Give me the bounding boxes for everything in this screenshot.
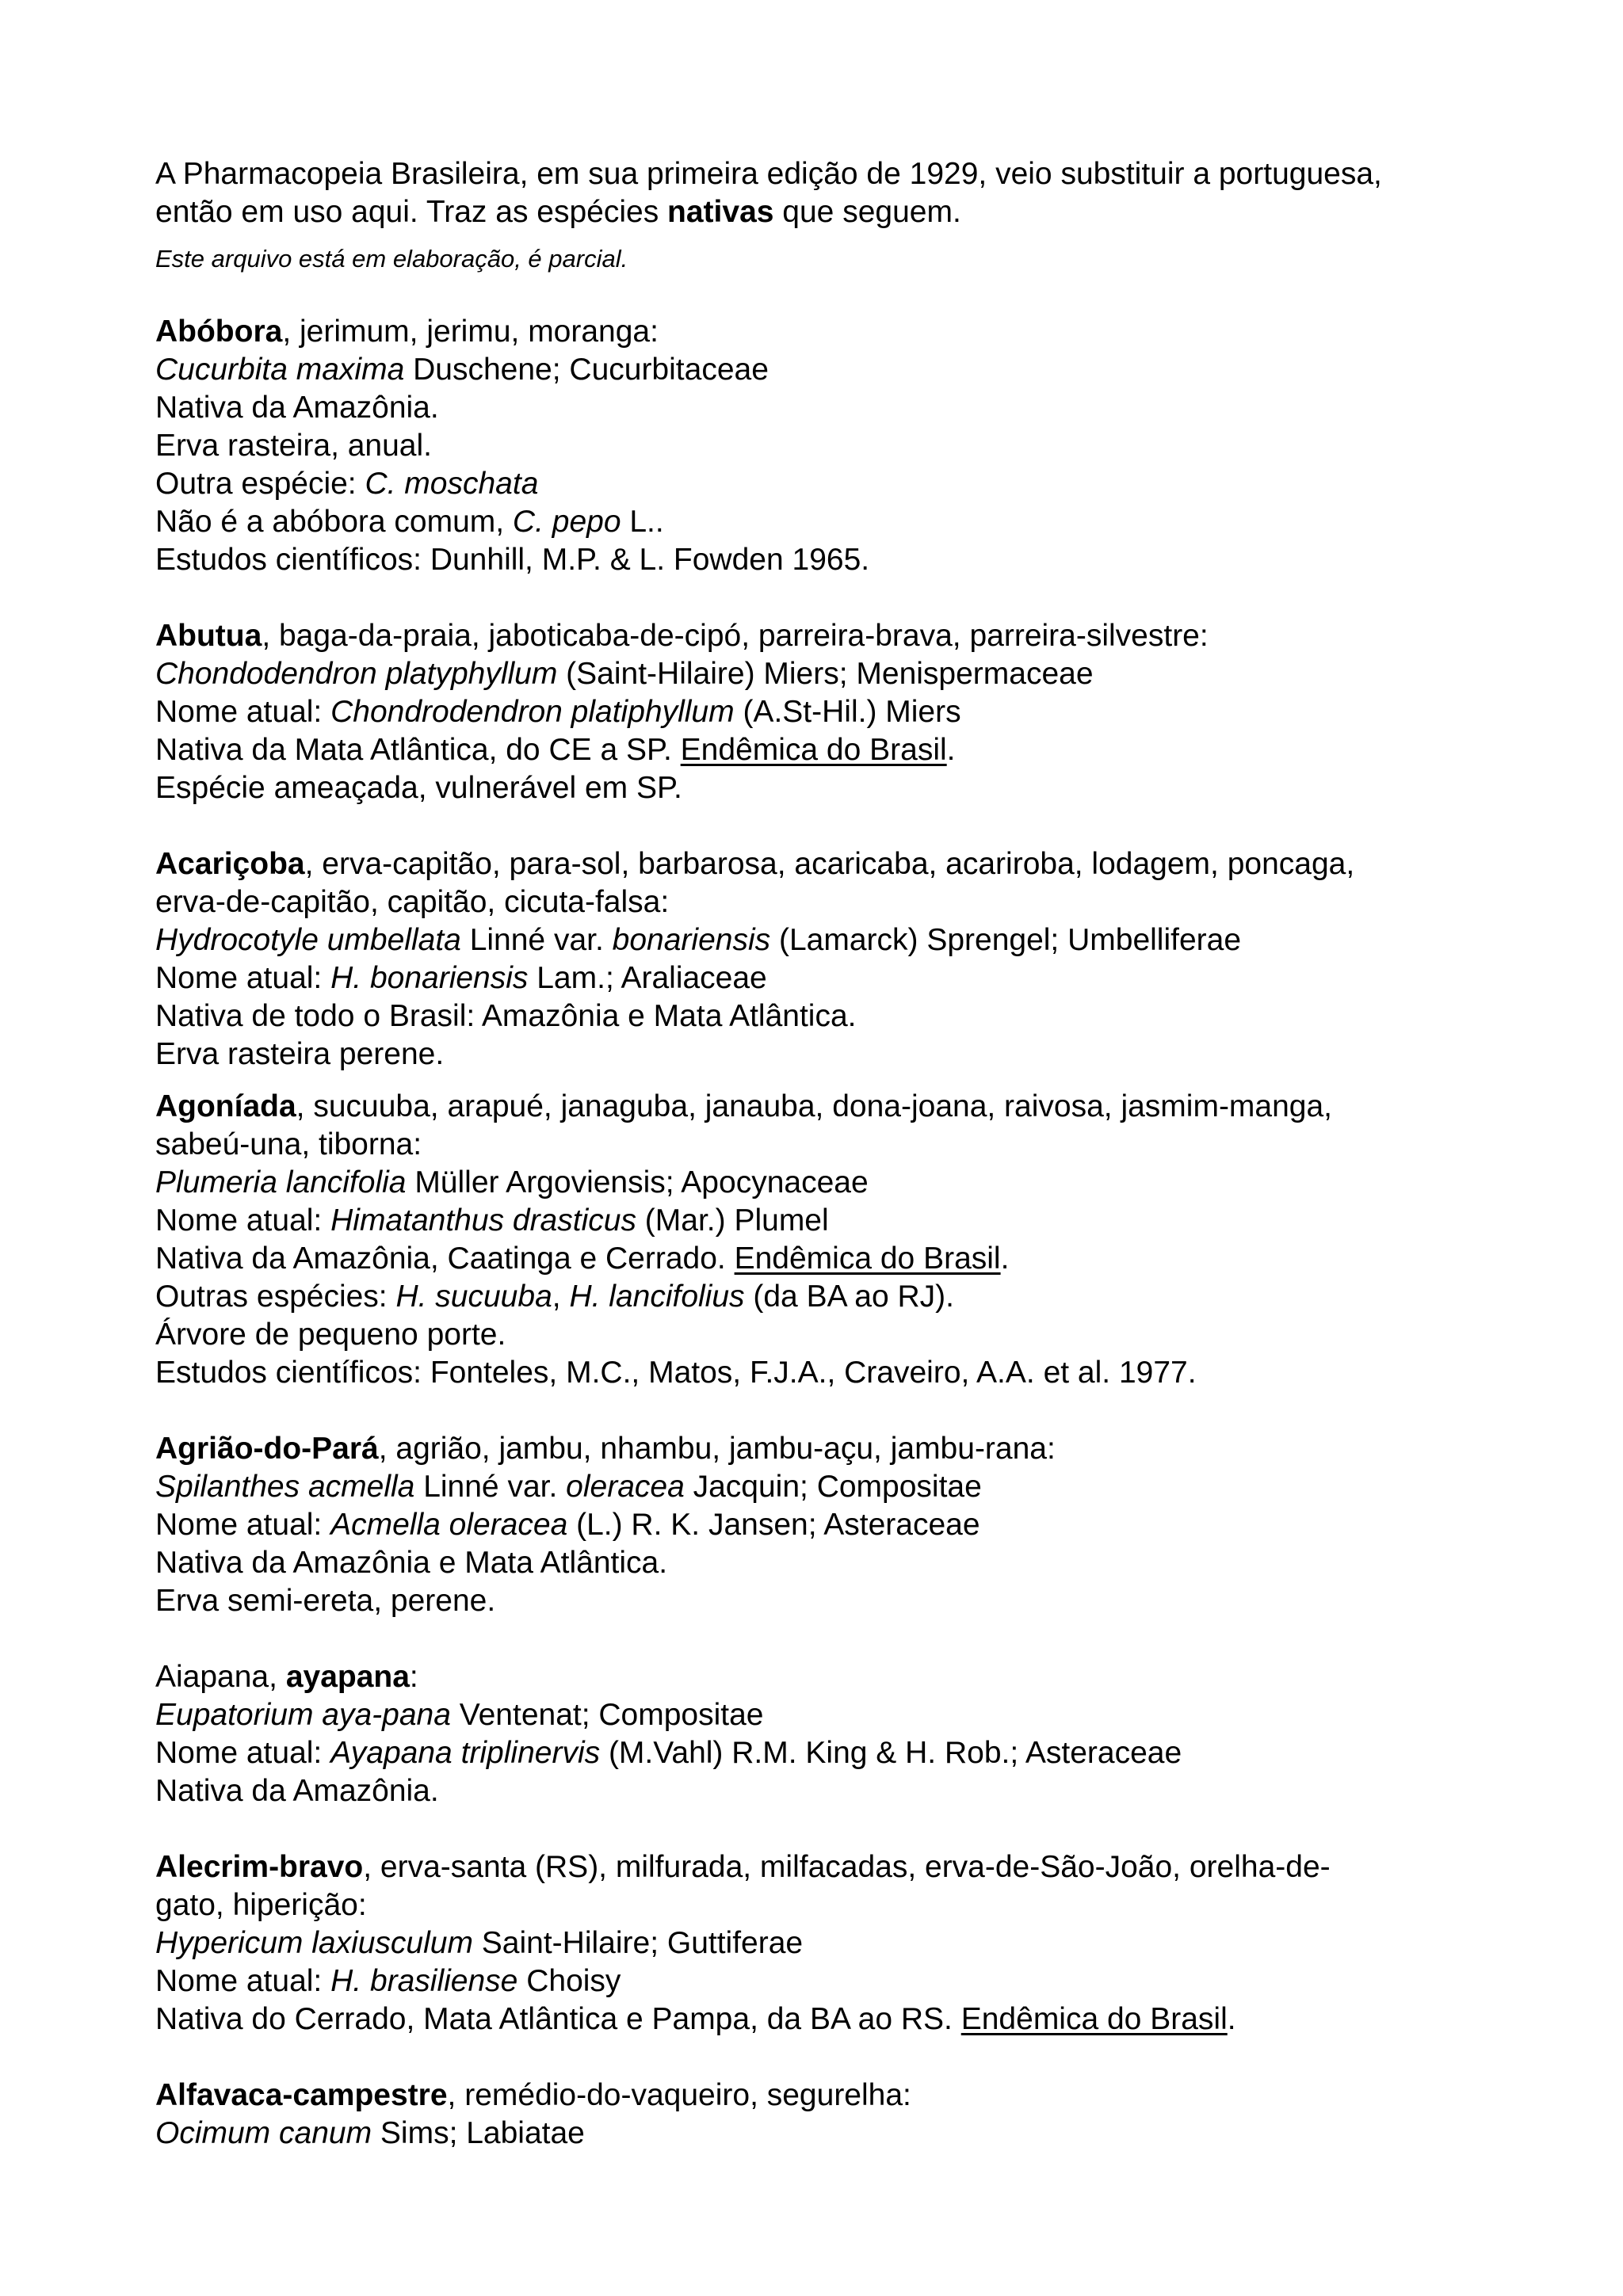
text-segment: Não é a abóbora comum, [155,505,513,539]
text-segment: Linné var. [414,1470,567,1504]
text-line [155,769,1503,807]
endemic-label: Endêmica do Brasil [680,733,947,767]
text-line [155,1658,1503,1696]
scientific-name: H. sucuuba [395,1280,552,1314]
text-line [155,1202,1503,1240]
scientific-name: C. pepo [512,505,621,539]
text-segment: (L.) R. K. Jansen; Asteraceae [567,1508,980,1542]
text-line [155,731,1503,769]
species-entry [155,617,1503,807]
text-segment: Erva semi-ereta, perene. [155,1584,496,1618]
species-entry [155,2077,1503,2153]
common-name: Alecrim-bravo [155,1850,364,1884]
text-line [155,1088,1503,1126]
text-line [155,1035,1503,1074]
text-segment: Erva rasteira, anual. [155,429,433,463]
text-line [155,655,1503,693]
scientific-name: bonariensis [612,923,771,957]
text-line [155,2115,1503,2153]
species-list [155,313,1503,2153]
scientific-name: Ayapana triplinervis [330,1736,601,1770]
scientific-name: H. bonariensis [330,961,529,995]
species-entry [155,1430,1503,1620]
scientific-name: Himatanthus drasticus [330,1203,636,1238]
text-segment: Nome atual: [155,1203,331,1238]
text-line [155,1544,1503,1582]
scientific-name: Acmella oleracea [330,1508,568,1542]
text-line [155,2077,1503,2115]
species-entry [155,1658,1503,1810]
text-segment: Nome atual: [155,1964,331,1998]
draft-note: Este arquivo está em elaboração, é parcial. [155,245,628,273]
scientific-name: Plumeria lancifolia [155,1165,407,1199]
scientific-name: Hypericum laxiusculum [155,1926,473,1960]
text-segment: (Lamarck) Sprengel; Umbelliferae [770,923,1242,957]
text-line [155,617,1503,655]
text-line [155,1430,1503,1468]
text-segment: (da BA ao RJ). [744,1280,954,1314]
scientific-name: Spilanthes acmella [155,1470,415,1504]
text-line [155,1696,1503,1734]
species-entry [155,313,1503,579]
text-line [155,503,1503,541]
text-line [155,1240,1503,1278]
text-line [155,1468,1503,1506]
text-segment: , erva-capitão, para-sol, barbarosa, acaricaba, acariroba, lodagem, poncaga, [304,847,1355,881]
text-segment: Nativa da Amazônia, Caatinga e Cerrado. [155,1241,735,1276]
text-segment: Lam.; Araliaceae [528,961,767,995]
text-segment: (Saint-Hilaire) Miers; Menispermaceae [557,657,1094,691]
document-page [155,155,1503,2153]
text-segment: . [1000,1241,1010,1276]
text-line [155,1354,1503,1392]
text-segment: , remédio-do-vaqueiro, segurelha: [447,2078,911,2112]
text-segment: Saint-Hilaire; Guttiferae [472,1926,804,1960]
scientific-name: Cucurbita maxima [155,353,405,387]
text-segment: (M.Vahl) R.M. King & H. Rob.; Asteraceae [600,1736,1182,1770]
scientific-name: oleracea [566,1470,685,1504]
text-line [155,1924,1503,1962]
text-line [155,1962,1503,2000]
text-line [155,921,1503,959]
text-line [155,883,1503,921]
text-segment: , erva-santa (RS), milfurada, milfacadas, erva-de-São-João, orelha-de- [363,1850,1331,1884]
text-segment: Outras espécies: [155,1280,396,1314]
text-line [155,1278,1503,1316]
text-line [155,1734,1503,1772]
text-segment: Duschene; Cucurbitaceae [404,353,769,387]
common-name: Agrião-do-Pará [155,1432,379,1466]
text-line [155,1506,1503,1544]
scientific-name: Ocimum canum [155,2116,372,2150]
text-segment: Nativa do Cerrado, Mata Atlântica e Pampa, da BA ao RS. [155,2002,961,2036]
common-name: Acariçoba [155,847,305,881]
text-segment: Outra espécie: [155,467,365,501]
text-line [155,1886,1503,1924]
text-line [155,1582,1503,1620]
text-line [155,1126,1503,1164]
common-name: Abóbora [155,315,283,349]
text-segment: Nome atual: [155,1508,331,1542]
text-segment: : [409,1660,418,1694]
text-line [155,193,1503,231]
text-segment: . [946,733,956,767]
text-line [155,1772,1503,1810]
text-segment: Choisy [517,1964,621,1998]
text-line [155,997,1503,1035]
text-line [155,1316,1503,1354]
scientific-name: C. moschata [365,467,539,501]
text-segment: Nome atual: [155,961,331,995]
text-segment: Ventenat; Compositae [450,1698,764,1732]
endemic-label: Endêmica do Brasil [734,1241,1001,1276]
text-line [155,351,1503,389]
text-segment: Nativa da Amazônia e Mata Atlântica. [155,1546,668,1580]
text-segment: Espécie ameaçada, vulnerável em SP. [155,771,682,805]
text-segment: Nome atual: [155,1736,331,1770]
text-segment: A Pharmacopeia Brasileira, em sua primeira edição de 1929, veio substituir a portuguesa, [155,157,1382,191]
text-segment: Müller Argoviensis; Apocynaceae [406,1165,869,1199]
scientific-name: H. brasiliense [330,1964,518,1998]
text-segment: , agrião, jambu, nhambu, jambu-açu, jambu-rana: [378,1432,1056,1466]
text-line [155,959,1503,997]
text-line [155,389,1503,427]
text-line [155,541,1503,579]
common-name: Alfavaca-campestre [155,2078,448,2112]
scientific-name: Eupatorium aya-pana [155,1698,451,1732]
text-line [155,427,1503,465]
text-segment: L.. [621,505,664,539]
text-segment: , sucuuba, arapué, janaguba, janauba, dona-joana, raivosa, jasmim-manga, [296,1089,1333,1123]
species-entry [155,1088,1503,1392]
scientific-name: Hydrocotyle umbellata [155,923,461,957]
species-entry [155,845,1503,1074]
common-name: Abutua [155,619,262,653]
text-segment: (A.St-Hil.) Miers [734,695,961,729]
species-entry [155,1848,1503,2039]
text-segment: então em uso aqui. Traz as espécies [155,195,668,229]
text-segment: Nome atual: [155,695,331,729]
text-segment: Jacquin; Compositae [684,1470,982,1504]
text-segment: erva-de-capitão, capitão, cicuta-falsa: [155,885,670,919]
text-line [155,155,1503,193]
text-segment: Estudos científicos: Dunhill, M.P. & L. Fowden 1965. [155,543,870,577]
text-line [155,1164,1503,1202]
scientific-name: H. lancifolius [569,1280,745,1314]
text-segment: Aiapana, [155,1660,286,1694]
text-line [155,465,1503,503]
text-segment: , baga-da-praia, jaboticaba-de-cipó, parreira-brava, parreira-silvestre: [262,619,1209,653]
text-line [155,693,1503,731]
text-segment: , jerimum, jerimu, moranga: [282,315,659,349]
text-line [155,1848,1503,1886]
text-segment: Nativa de todo o Brasil: Amazônia e Mata Atlântica. [155,999,857,1033]
text-line [155,2000,1503,2039]
common-name: ayapana [285,1660,410,1694]
text-segment: Nativa da Amazônia. [155,391,439,425]
text-segment: Estudos científicos: Fonteles, M.C., Matos, F.J.A., Craveiro, A.A. et al. 1977. [155,1356,1197,1390]
intro-paragraph [155,155,1503,231]
text-line [155,845,1503,883]
text-segment: Nativa da Amazônia. [155,1774,439,1808]
endemic-label: Endêmica do Brasil [960,2002,1228,2036]
scientific-name: Chondrodendron platiphyllum [330,695,735,729]
text-segment: Linné var. [460,923,613,957]
text-segment: Erva rasteira perene. [155,1037,445,1071]
text-segment: gato, hiperição: [155,1888,367,1922]
text-line [155,313,1503,351]
common-name: nativas [667,195,774,229]
scientific-name: Chondodendron platyphyllum [155,657,558,691]
text-segment: sabeú-una, tiborna: [155,1127,422,1161]
text-segment: Árvore de pequeno porte. [155,1318,506,1352]
text-segment: (Mar.) Plumel [636,1203,829,1238]
common-name: Agoníada [155,1089,296,1123]
text-segment: Sims; Labiatae [372,2116,585,2150]
text-segment: , [552,1280,570,1314]
text-segment: Nativa da Mata Atlântica, do CE a SP. [155,733,681,767]
text-segment: . [1227,2002,1236,2036]
text-segment: que seguem. [773,195,961,229]
